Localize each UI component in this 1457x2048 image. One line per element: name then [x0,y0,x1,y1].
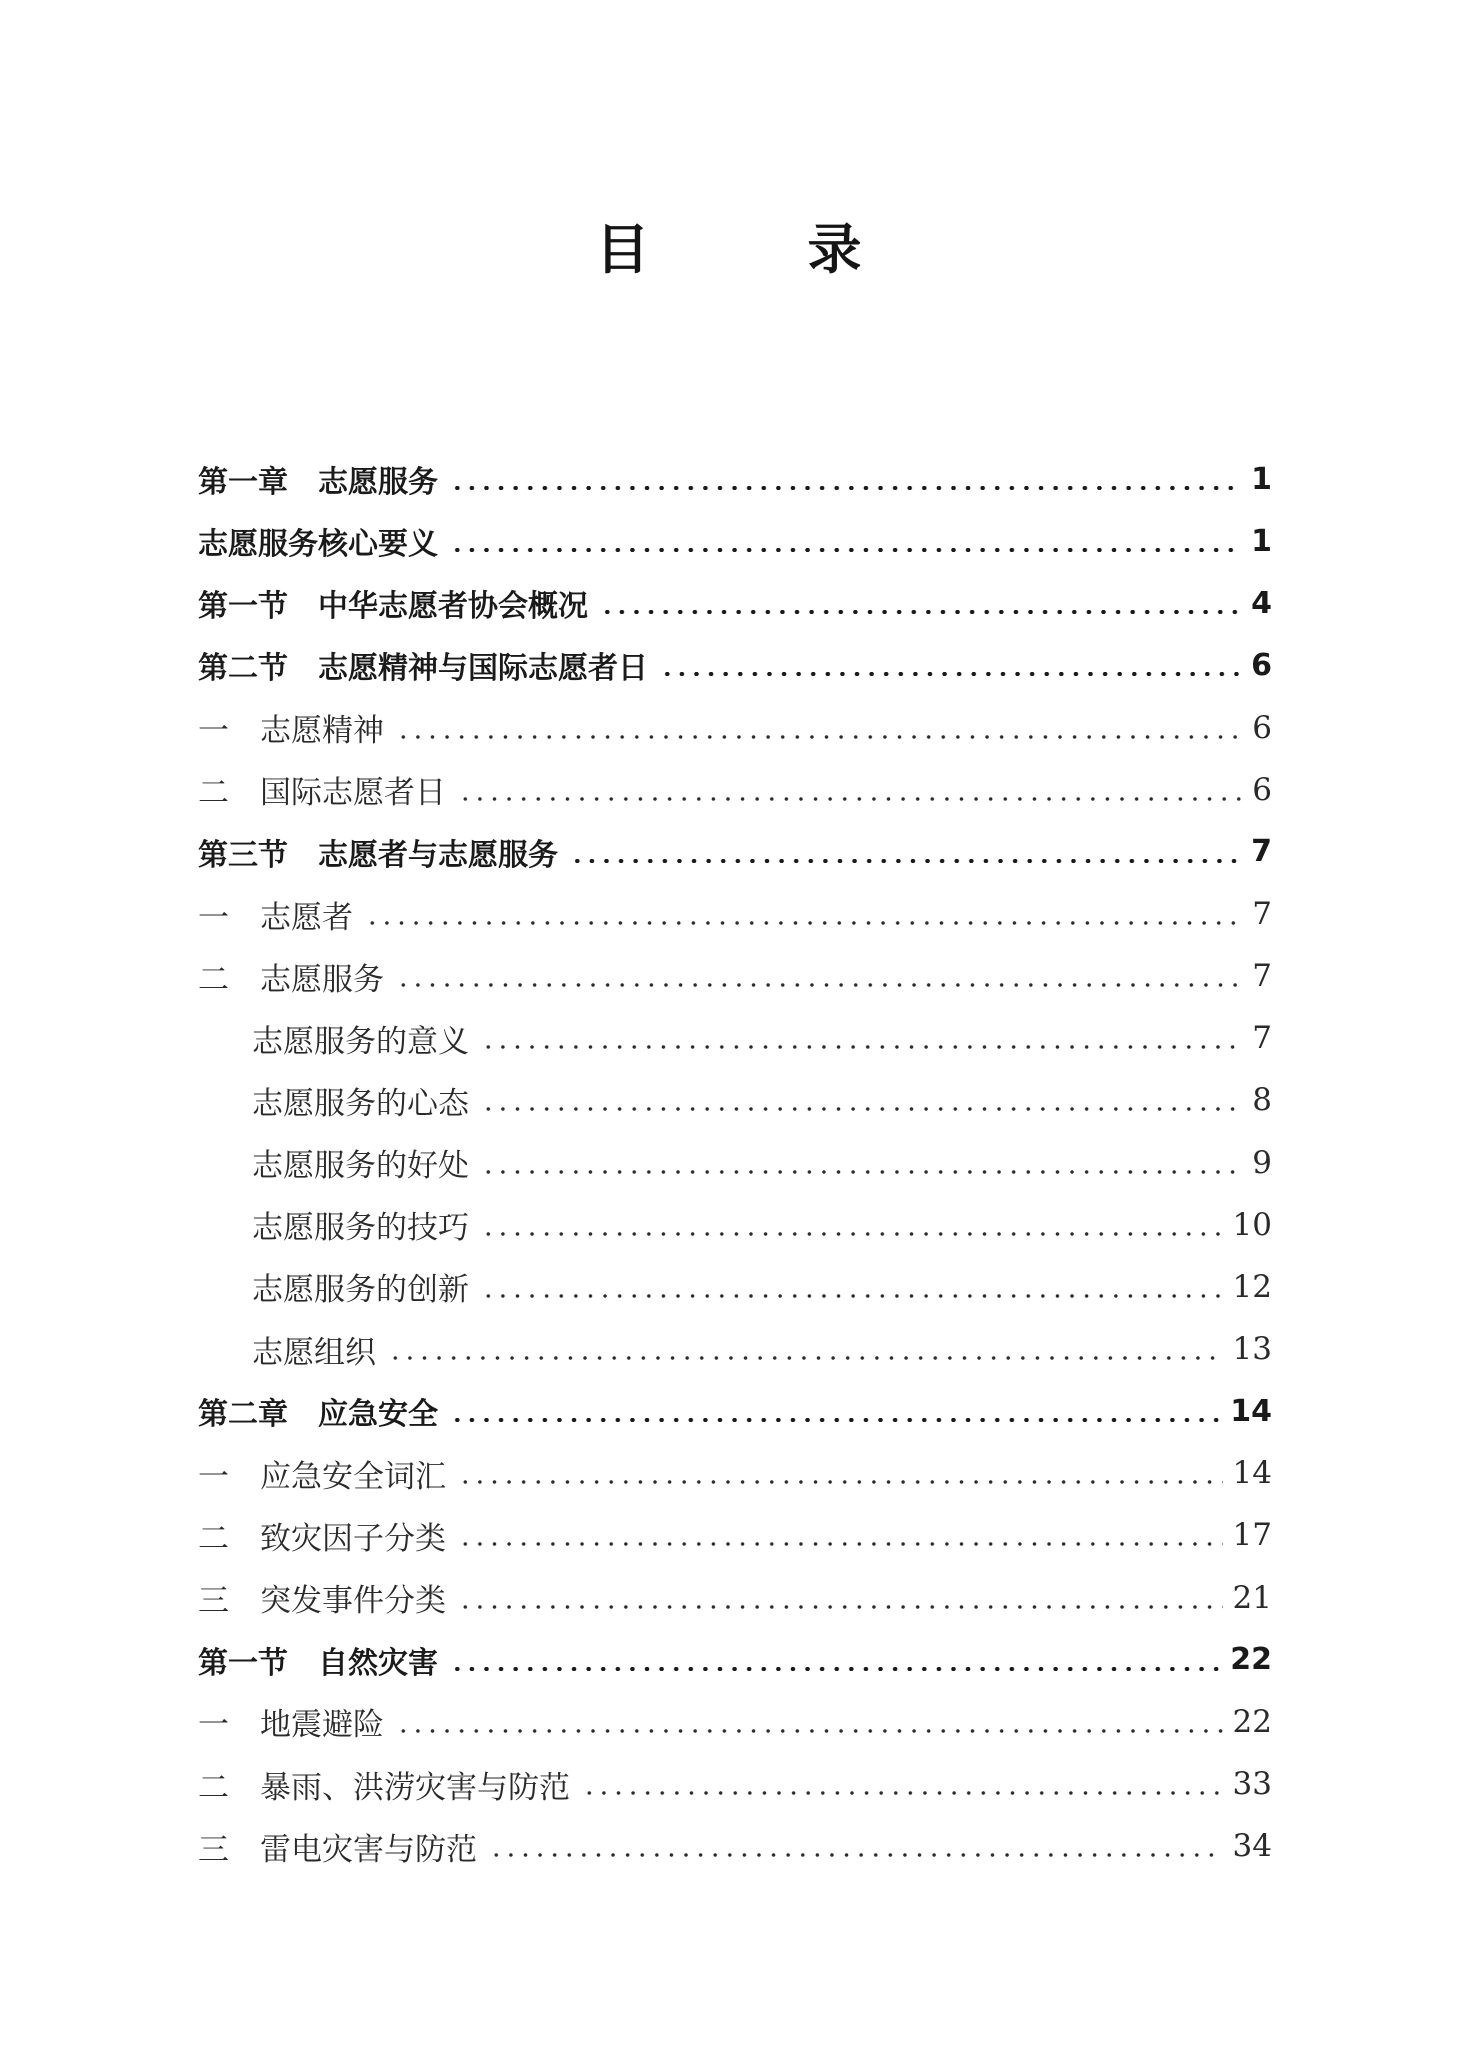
dot-leader [450,486,1241,490]
toc-entry-label: 志愿组织 [252,1334,376,1371]
dot-leader [450,1667,1220,1671]
toc-entry[interactable] [198,572,1272,634]
toc-entry[interactable] [198,1380,1272,1442]
dot-leader [582,1791,1223,1795]
toc-entry[interactable] [198,1504,1272,1566]
dot-leader [458,1480,1223,1484]
toc-entry-page-number: 1 [1251,461,1272,497]
page-title: 目 录 [595,218,914,281]
toc-entry-page-number: 4 [1251,585,1272,621]
toc-entry-page-number: 9 [1252,1144,1272,1181]
toc-entry-page-number: 14 [1232,1455,1272,1492]
toc-entry-label: 二 致灾因子分类 [198,1520,446,1557]
toc-entry-label: 第一节 中华志愿者协会概况 [198,589,588,625]
toc-entry-page-number: 34 [1232,1828,1272,1865]
toc-entry-label: 一 志愿精神 [198,713,384,750]
toc-entry[interactable] [198,634,1272,696]
toc-entry[interactable] [198,1069,1272,1131]
dot-leader [458,1542,1223,1546]
toc-entry-page-number: 33 [1232,1766,1272,1803]
toc-entry-label: 一 志愿者 [198,899,353,936]
toc-entry[interactable] [198,1753,1272,1815]
toc-entry-page-number: 6 [1252,709,1272,746]
toc-entry[interactable] [198,448,1272,510]
toc-entry[interactable] [198,1318,1272,1380]
toc-entry-page-number: 22 [1230,1642,1272,1678]
toc-entry-page-number: 7 [1251,834,1272,870]
toc-entry-label: 志愿服务的技巧 [252,1210,469,1247]
toc-entry[interactable] [198,1815,1272,1877]
dot-leader [450,548,1241,552]
toc-entry[interactable] [198,821,1272,883]
toc-entry[interactable] [198,1629,1272,1691]
dot-leader [600,610,1241,614]
dot-leader [481,1232,1223,1236]
toc-entry-label: 三 突发事件分类 [198,1583,446,1620]
toc-entry[interactable] [198,759,1272,821]
toc-entry-label: 第一节 自然灾害 [198,1645,438,1681]
dot-leader [481,1294,1223,1298]
dot-leader [396,1729,1223,1733]
toc-entry[interactable] [198,1256,1272,1318]
toc-entry-label: 三 雷电灾害与防范 [198,1831,477,1868]
toc-entry-page-number: 7 [1252,1020,1272,1057]
toc-entry[interactable] [198,1442,1272,1504]
dot-leader [388,1356,1223,1360]
toc-entry[interactable] [198,1567,1272,1629]
toc-entry-page-number: 6 [1252,771,1272,808]
toc-entry-label: 志愿服务的好处 [252,1148,469,1185]
toc-entry-page-number: 17 [1232,1517,1272,1554]
dot-leader [481,1170,1242,1174]
toc-entry[interactable] [198,945,1272,1007]
toc-entry-page-number: 6 [1251,647,1272,683]
toc-entry-page-number: 7 [1252,958,1272,995]
toc-entry-label: 二 志愿服务 [198,961,384,998]
dot-leader [570,859,1241,863]
dot-leader [458,1605,1223,1609]
toc-entry[interactable] [198,1007,1272,1069]
toc-entry-page-number: 8 [1252,1082,1272,1119]
dot-leader [481,1045,1242,1049]
dot-leader [481,1107,1242,1111]
toc-entry-page-number: 22 [1232,1703,1272,1740]
toc-entry[interactable] [198,1691,1272,1753]
toc-entry-page-number: 10 [1232,1206,1272,1243]
dot-leader [396,735,1242,739]
toc-entry-page-number: 1 [1251,523,1272,559]
toc-entry[interactable] [198,510,1272,572]
toc-entry-label: 志愿服务的心态 [252,1085,469,1122]
toc-entry-label: 第二节 志愿精神与国际志愿者日 [198,651,648,687]
toc-entry-page-number: 13 [1232,1331,1272,1368]
toc-entry-label: 一 应急安全词汇 [198,1458,446,1495]
toc-entry-page-number: 14 [1230,1393,1272,1429]
toc-entry-label: 志愿服务的意义 [252,1023,469,1060]
toc-entry-page-number: 12 [1232,1268,1272,1305]
toc-entry[interactable] [198,883,1272,945]
toc-entry[interactable] [198,1132,1272,1194]
toc-entry-label: 志愿服务核心要义 [198,527,438,563]
toc-entry-label: 二 国际志愿者日 [198,775,446,812]
toc-entry-label: 第一章 志愿服务 [198,465,438,501]
dot-leader [458,797,1242,801]
toc-entry-label: 二 暴雨、洪涝灾害与防范 [198,1769,570,1806]
toc-entry[interactable] [198,697,1272,759]
toc-list [198,448,1272,1877]
dot-leader [489,1853,1223,1857]
toc-entry[interactable] [198,1194,1272,1256]
dot-leader [396,983,1242,987]
toc-entry-label: 一 地震避险 [198,1707,384,1744]
dot-leader [365,921,1242,925]
toc-entry-label: 第三节 志愿者与志愿服务 [198,837,558,873]
toc-entry-page-number: 21 [1232,1579,1272,1616]
dot-leader [660,672,1241,676]
toc-entry-page-number: 7 [1252,896,1272,933]
dot-leader [450,1418,1220,1422]
toc-entry-label: 第二章 应急安全 [198,1397,438,1433]
toc-entry-label: 志愿服务的创新 [252,1272,469,1309]
